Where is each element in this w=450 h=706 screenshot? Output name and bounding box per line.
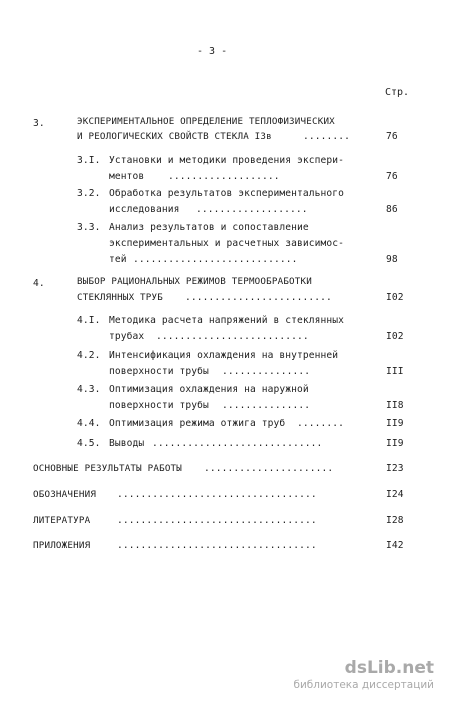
toc-number: 4.5. xyxy=(77,438,101,449)
toc-title-line: И РЕОЛОГИЧЕСКИХ СВОЙСТВ СТЕКЛА I3в xyxy=(77,131,272,142)
toc-leader-dots: ............... xyxy=(222,366,311,377)
toc-number: 3.3. xyxy=(77,222,101,233)
toc-page-number: III xyxy=(386,366,404,377)
toc-leader-dots: ........ xyxy=(303,131,351,142)
toc-number: 4. xyxy=(33,278,45,289)
toc-number: 3.I. xyxy=(77,155,101,166)
toc-page-number: I42 xyxy=(386,540,404,551)
toc-leader-dots: ............... xyxy=(222,400,311,411)
toc-leader-dots: .......................... xyxy=(156,331,309,342)
watermark-logo: dsLib.net xyxy=(344,658,434,678)
toc-leader-dots: ........ xyxy=(297,418,345,429)
toc-number: 3.2. xyxy=(77,188,101,199)
toc-page-number: I23 xyxy=(386,463,404,474)
watermark xyxy=(293,658,434,691)
toc-title-line: поверхности трубы xyxy=(109,400,209,411)
toc-number: 4.I. xyxy=(77,315,101,326)
toc-page-number: 76 xyxy=(386,131,398,142)
toc-title-line: Выводы xyxy=(109,438,145,449)
watermark-subtitle: библиотека диссертаций xyxy=(293,679,434,691)
toc-leader-dots: ............................ xyxy=(133,254,298,265)
toc-page-number: I28 xyxy=(386,515,404,526)
toc-title-line: Анализ результатов и сопоставление xyxy=(109,222,309,233)
toc-title-line: трубах xyxy=(109,331,145,342)
toc-title-line: экспериментальных и расчетных зависимос- xyxy=(109,238,345,249)
toc-leader-dots: .................................. xyxy=(117,489,317,500)
toc-leader-dots: .................................. xyxy=(117,515,317,526)
toc-page-number: I24 xyxy=(386,489,404,500)
toc-title-line: Методика расчета напряжений в стеклянных xyxy=(109,315,345,326)
toc-title-line: поверхности трубы xyxy=(109,366,209,377)
toc-number: 4.4. xyxy=(77,418,101,429)
toc-leader-dots: ................... xyxy=(168,171,280,182)
toc-leader-dots: ......................... xyxy=(185,292,332,303)
toc-title-line: СТЕКЛЯННЫХ ТРУБ xyxy=(77,292,163,303)
toc-title-line: Оптимизация охлаждения на наружной xyxy=(109,384,309,395)
toc-title-line: ОБОЗНАЧЕНИЯ xyxy=(33,489,97,500)
toc-title-line: Интенсификация охлаждения на внутренней xyxy=(109,350,339,361)
toc-title-line: ВЫБОР РАЦИОНАЛЬНЫХ РЕЖИМОВ ТЕРМООБРАБОТКИ xyxy=(77,276,312,287)
toc-number: 4.3. xyxy=(77,384,101,395)
toc-page-number: I02 xyxy=(386,331,404,342)
toc-page-number: 98 xyxy=(386,254,398,265)
toc-number: 3. xyxy=(33,118,45,129)
toc-page-number: II9 xyxy=(386,438,404,449)
toc-title-line: исследования xyxy=(109,204,180,215)
toc-leader-dots: ............................. xyxy=(152,438,323,449)
toc-title-line: ЛИТЕРАТУРА xyxy=(33,515,91,526)
page-column-header: Стр. xyxy=(385,87,410,98)
toc-title-line: тей xyxy=(109,254,127,265)
toc-leader-dots: ...................... xyxy=(204,463,334,474)
toc-title-line: Обработка результатов экспериментального xyxy=(109,188,345,199)
toc-title-line: ментов xyxy=(109,171,145,182)
toc-title-line: ОСНОВНЫЕ РЕЗУЛЬТАТЫ РАБОТЫ xyxy=(33,463,183,474)
toc-page-number: 86 xyxy=(386,204,398,215)
page-number: - 3 - xyxy=(197,46,228,57)
toc-title-line: ЭКСПЕРИМЕНТАЛЬНОЕ ОПРЕДЕЛЕНИЕ ТЕПЛОФИЗИЧЕСКИХ xyxy=(77,116,335,127)
toc-number: 4.2. xyxy=(77,350,101,361)
toc-page-number: II9 xyxy=(386,418,404,429)
toc-leader-dots: .................................. xyxy=(117,540,317,551)
toc-title-line: ПРИЛОЖЕНИЯ xyxy=(33,540,91,551)
toc-title-line: Оптимизация режима отжига труб xyxy=(109,418,286,429)
toc-page-number: 76 xyxy=(386,171,398,182)
toc-page-number: I02 xyxy=(386,292,404,303)
toc-leader-dots: ................... xyxy=(196,204,308,215)
toc-page-number: II8 xyxy=(386,400,404,411)
toc-title-line: Установки и методики проведения экспери- xyxy=(109,155,345,166)
